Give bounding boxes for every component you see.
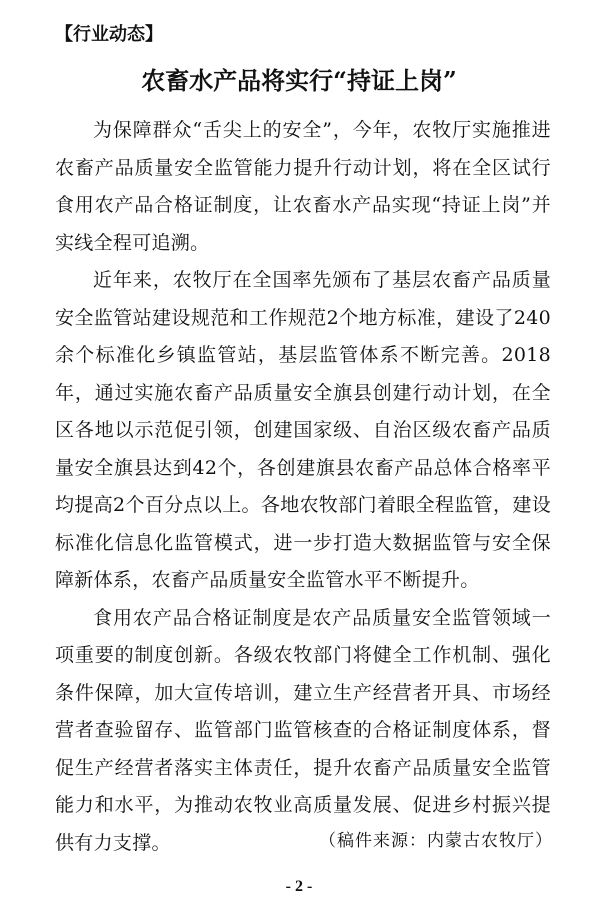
article-title: 农畜水产品将实行“持证上岗” [141,66,457,95]
page-number: - 2 - [285,878,313,895]
paragraph-3: 食用农产品合格证制度是农产品质量安全监管领域一项重要的制度创新。各级农牧部门将健全工作机制、强化条件保障，加大宣传培训，建立生产经营者开具、市场经营者查验留存、监管部门监管核查的合格证制度体系，督促生产经营者落实主体责任，提升农畜产品质量安全监管能力和水平，为推动农牧业高质量发展、促进乡村振兴提供有力支撑。 [55,606,551,854]
article-source: （稿件来源：内蒙古农牧厅） [319,831,553,851]
article-body [55,112,551,862]
paragraph-2: 近年来，农牧厅在全国率先颁布了基层农畜产品质量安全监管站建设规范和工作规范2个地方标准，建设了240余个标准化乡镇监管站，基层监管体系不断完善。2018年，通过实施农畜产品质量安全旗县创建行动计划，在全区各地以示范促引领，创建国家级、自治区级农畜产品质量安全旗县达到42个，各创建旗县农畜产品总体合格率平均提高2个百分点以上。各地农牧部门着眼全程监管，建设标准化信息化监管模式，进一步打造大数据监管与安全保障新体系，农畜产品质量安全监管水平不断提升。 [55,269,551,591]
paragraph-1: 为保障群众“舌尖上的安全”，今年，农牧厅实施推进农畜产品质量安全监管能力提升行动计划，将在全区试行食用农产品合格证制度，让农畜水产品实现“持证上岗”并实线全程可追溯。 [55,119,551,254]
section-tag: 【行业动态】 [55,24,163,45]
